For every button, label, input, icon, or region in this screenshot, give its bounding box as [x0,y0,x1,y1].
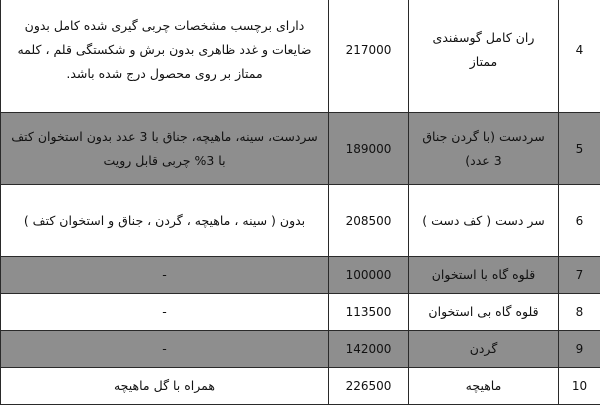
product-name-cell: ماهیچه [409,368,559,405]
table-row [1,0,600,113]
description-cell: - [1,257,329,294]
description-cell: بدون ( سینه ، ماهیچه ، گردن ، جناق و استخوان کتف ) [1,185,329,257]
price-cell: 100000 [329,257,409,294]
product-name-cell: سردست (با گردن جناق 3 عدد) [409,113,559,185]
product-name-cell: ران کامل گوسفندی ممتاز [409,0,559,113]
row-number-cell: 8 [559,294,600,331]
row-number-cell: 6 [559,185,600,257]
product-name-cell: قلوه گاه با استخوان [409,257,559,294]
row-number-cell: 10 [559,368,600,405]
table-row [1,294,600,331]
price-cell: 226500 [329,368,409,405]
description-cell: - [1,331,329,368]
row-number-cell: 9 [559,331,600,368]
table-row [1,185,600,257]
product-name-cell: سر دست ( کف دست ) [409,185,559,257]
table-row [1,257,600,294]
table-row [1,113,600,185]
price-cell: 142000 [329,331,409,368]
description-cell: همراه با گل ماهیچه [1,368,329,405]
price-cell: 189000 [329,113,409,185]
price-cell: 113500 [329,294,409,331]
price-cell: 208500 [329,185,409,257]
description-cell: سردست، سینه، ماهیچه، جناق با 3 عدد بدون استخوان کتف با 3% چربی قابل رویت [1,113,329,185]
product-name-cell: قلوه گاه بی استخوان [409,294,559,331]
table-row [1,331,600,368]
description-cell: - [1,294,329,331]
description-cell: دارای برچسب مشخصات چربی گیری شده کامل بدون ضایعات و غدد ظاهری بدون برش و شکستگی قلم ، کلمه ممتاز بر روی محصول درج شده باشد. [1,0,329,113]
table-row [1,368,600,405]
price-cell: 217000 [329,0,409,113]
row-number-cell: 5 [559,113,600,185]
product-name-cell: گردن [409,331,559,368]
row-number-cell: 4 [559,0,600,113]
row-number-cell: 7 [559,257,600,294]
